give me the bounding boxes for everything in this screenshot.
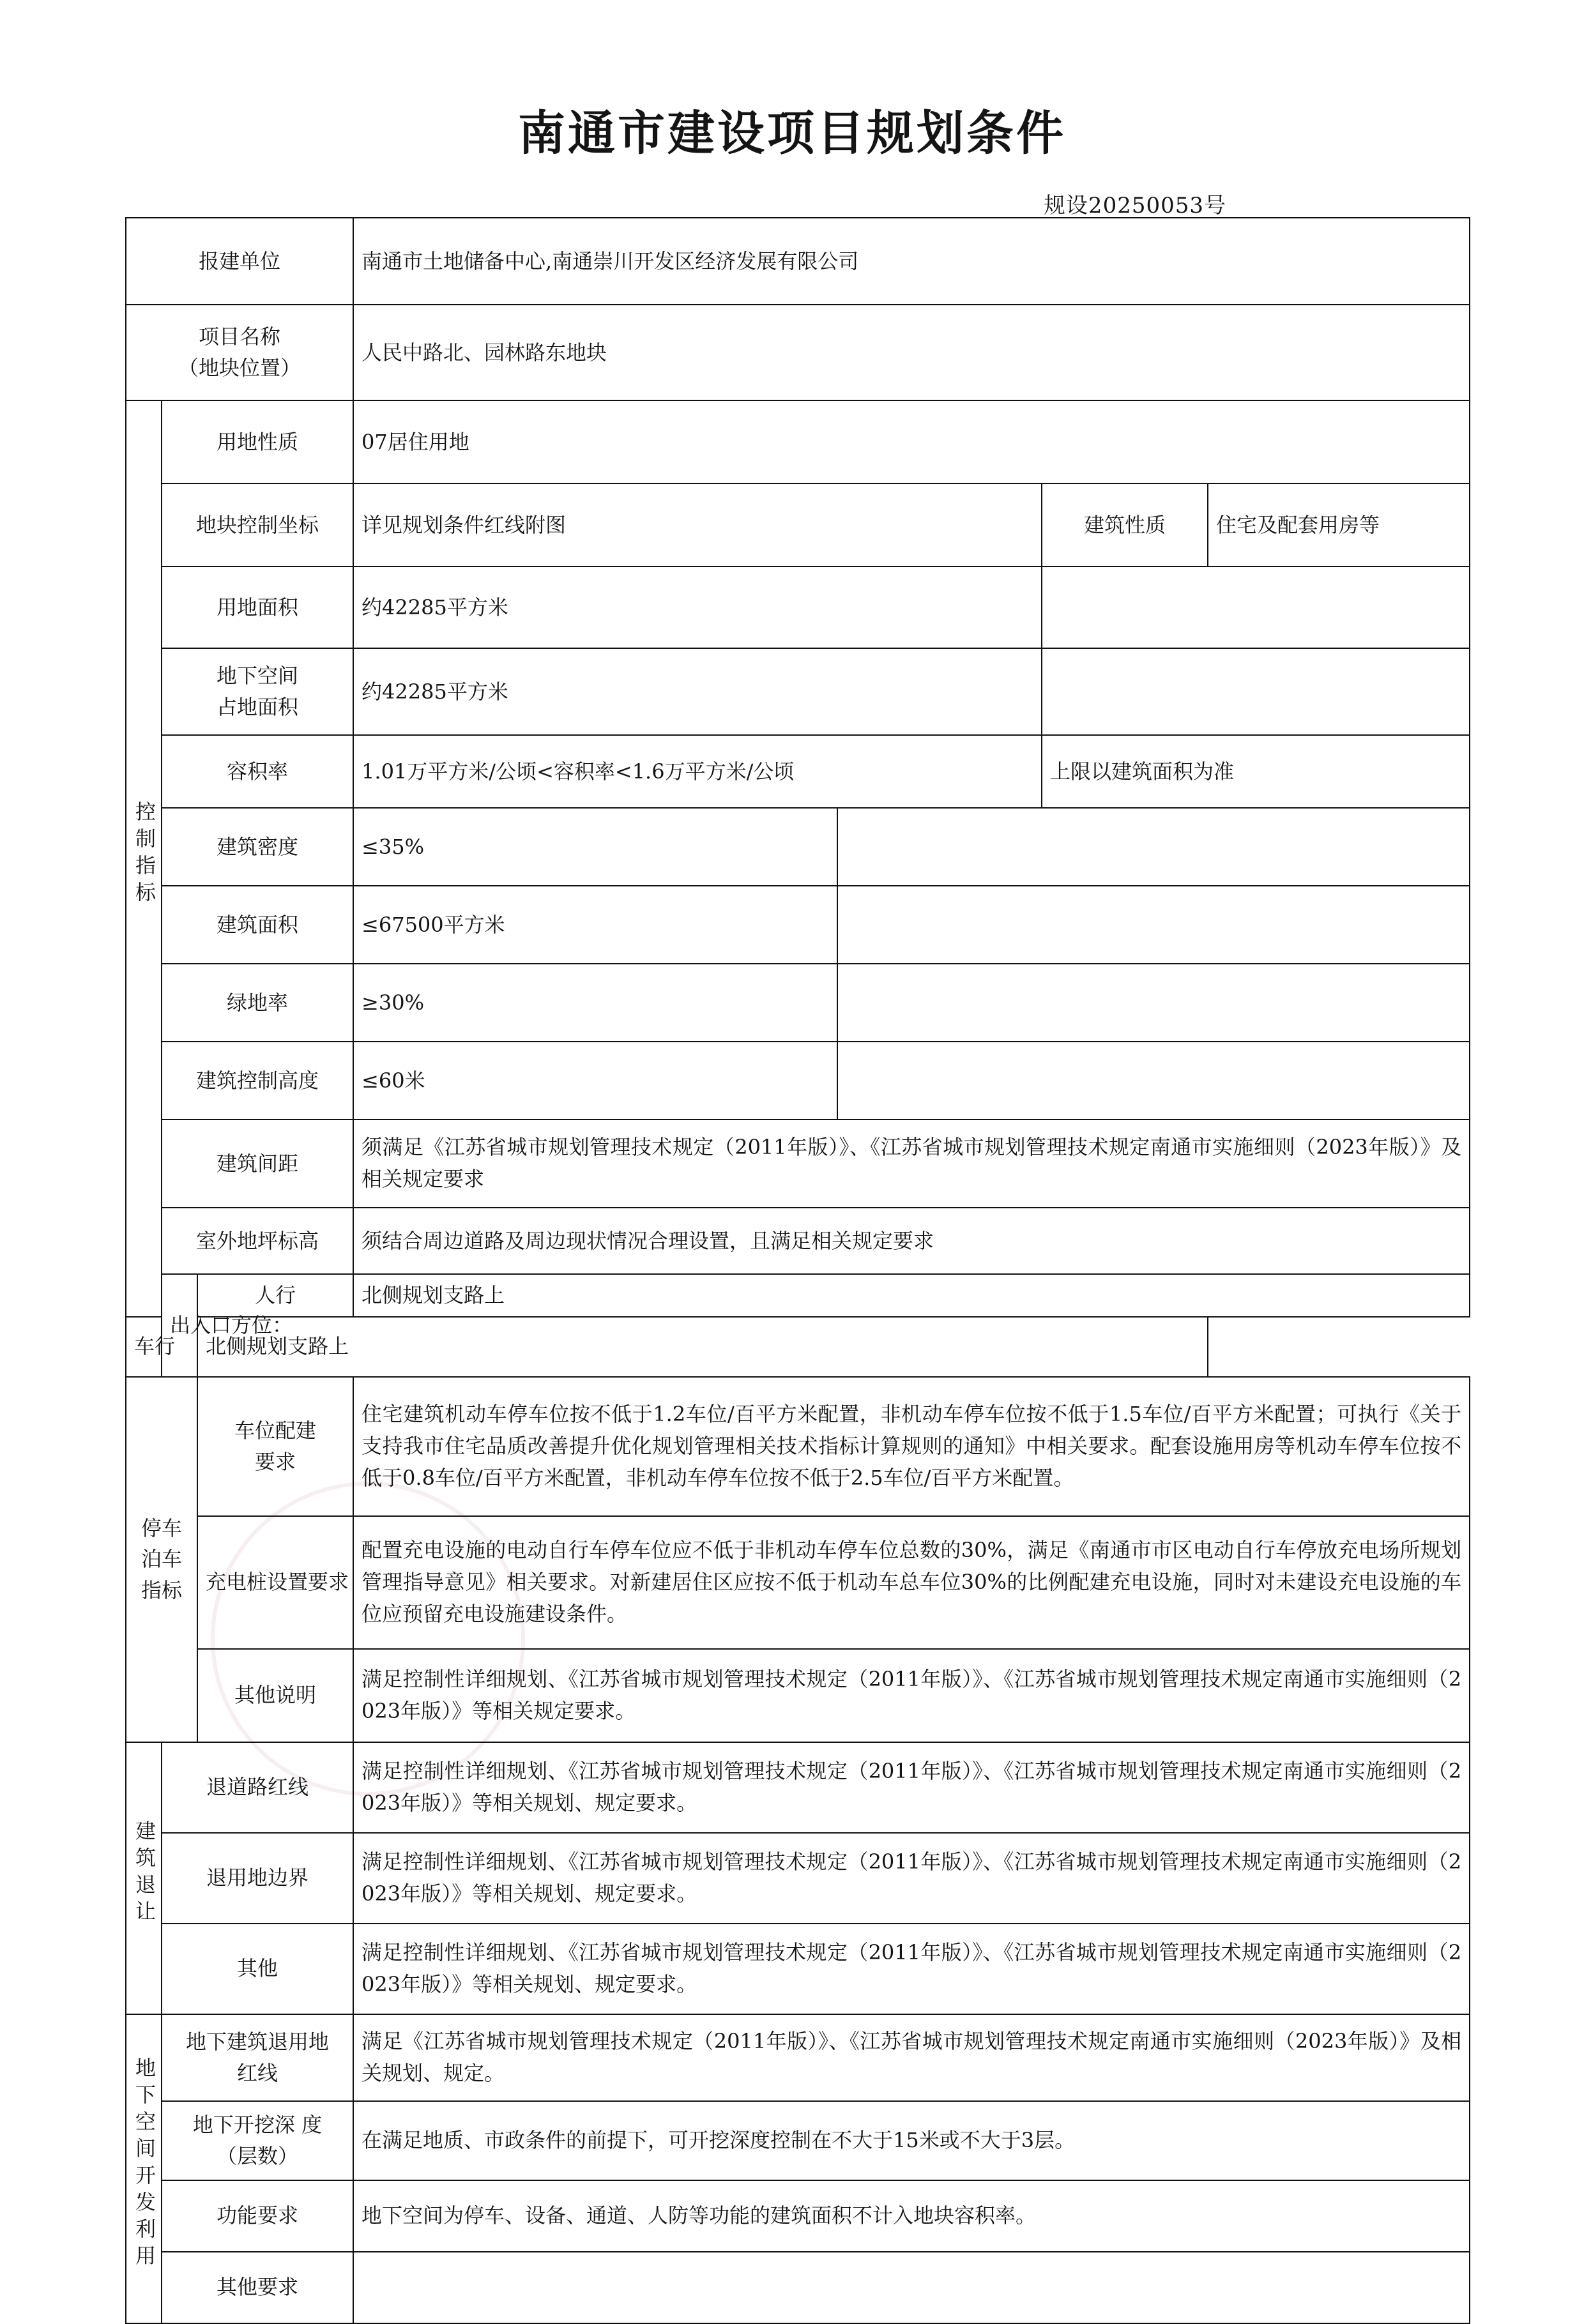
underground-other-label: 其他要求 bbox=[162, 2252, 353, 2323]
underground-other-value bbox=[353, 2252, 1470, 2323]
entrance-vehicle-value: 北侧规划支路上 bbox=[197, 1317, 1208, 1377]
land-use-value: 07居住用地 bbox=[353, 400, 1470, 483]
building-spacing-label: 建筑间距 bbox=[162, 1120, 353, 1208]
building-density-label: 建筑密度 bbox=[162, 808, 353, 886]
table-row bbox=[126, 1377, 1470, 1516]
underground-area-value: 约42285平方米 bbox=[353, 648, 1042, 735]
green-ratio-empty-cell bbox=[837, 964, 1470, 1042]
table-row bbox=[126, 1649, 1470, 1742]
parking-requirement-value bbox=[353, 1377, 1470, 1516]
table-row bbox=[126, 2180, 1470, 2252]
ground-level-value: 须结合周边道路及周边现状情况合理设置，且满足相关规定要求 bbox=[353, 1208, 1470, 1274]
table-row bbox=[126, 1208, 1470, 1274]
parking-requirement-label-line2: 要求 bbox=[255, 1449, 296, 1474]
setback-other-label: 其他 bbox=[162, 1924, 353, 2014]
building-spacing-text: 须满足《江苏省城市规划管理技术规定（2011年版）》、《江苏省城市规划管理技术规定南通市实施细则（2023年版）》及相关规定要求 bbox=[362, 1135, 1462, 1191]
underground-area-label-line1: 地下空间 bbox=[217, 664, 299, 688]
site-area-value: 约42285平方米 bbox=[353, 566, 1042, 648]
section-label-underground-development bbox=[126, 2014, 162, 2323]
underground-setback-label bbox=[162, 2014, 353, 2101]
setback-other-text: 满足控制性详细规划、《江苏省城市规划管理技术规定（2011年版）》、《江苏省城市规划管理技术规定南通市实施细则（2023年版）》等相关规划、规定要求。 bbox=[362, 1940, 1462, 1996]
underground-area-label-line2: 占地面积 bbox=[217, 695, 299, 719]
table-row bbox=[126, 1924, 1470, 2014]
entrance-vehicle-label: 车行 bbox=[126, 1317, 162, 1377]
table-row bbox=[126, 808, 1470, 886]
table-row bbox=[126, 1742, 1470, 1833]
setback-boundary-text: 满足控制性详细规划、《江苏省城市规划管理技术规定（2011年版）》、《江苏省城市规划管理技术规定南通市实施细则（2023年版）》等相关规划、规定要求。 bbox=[362, 1849, 1462, 1906]
entrance-pedestrian-label: 人行 bbox=[197, 1274, 353, 1317]
setback-boundary-label: 退用地边界 bbox=[162, 1833, 353, 1924]
table-row bbox=[126, 1516, 1470, 1649]
building-nature-value: 住宅及配套用房等 bbox=[1208, 483, 1470, 566]
page-title: 南通市建设项目规划条件 bbox=[518, 106, 1066, 161]
parking-other-text: 满足控制性详细规划、《江苏省城市规划管理技术规定（2011年版）》、《江苏省城市规划管理技术规定南通市实施细则（2023年版）》等相关规定要求。 bbox=[362, 1666, 1462, 1723]
parking-other-value bbox=[353, 1649, 1470, 1742]
underground-area-empty-cell bbox=[1042, 648, 1470, 735]
underground-area-label bbox=[162, 648, 353, 735]
project-name-label bbox=[126, 305, 353, 400]
table-row bbox=[126, 2014, 1470, 2101]
building-density-empty-cell bbox=[837, 808, 1470, 886]
applicant-value: 南通市土地储备中心,南通崇川开发区经济发展有限公司 bbox=[353, 218, 1470, 305]
underground-depth-label-line1: 地下开挖深 度 bbox=[192, 2113, 323, 2137]
site-area-empty-cell bbox=[1042, 566, 1470, 648]
underground-depth-label-line2: （层数） bbox=[217, 2143, 299, 2168]
far-value: 1.01万平方米/公顷<容积率<1.6万平方米/公顷 bbox=[353, 735, 1042, 808]
height-limit-label: 建筑控制高度 bbox=[162, 1042, 353, 1120]
underground-depth-value: 在满足地质、市政条件的前提下，可开挖深度控制在不大于15米或不大于3层。 bbox=[353, 2101, 1470, 2180]
land-use-label: 用地性质 bbox=[162, 400, 353, 483]
underground-function-value: 地下空间为停车、设备、通道、人防等功能的建筑面积不计入地块容积率。 bbox=[353, 2180, 1470, 2252]
document-number: 规设20250053号 bbox=[1043, 193, 1226, 218]
setback-road-value bbox=[353, 1742, 1470, 1833]
underground-setback-text: 满足《江苏省城市规划管理技术规定（2011年版）》、《江苏省城市规划管理技术规定南通市实施细则（2023年版）》及相关规划、规定。 bbox=[362, 2028, 1462, 2085]
table-row bbox=[126, 886, 1470, 964]
setback-other-value bbox=[353, 1924, 1470, 2014]
table-row bbox=[126, 1274, 1470, 1317]
section-label-underground-development-text: 地下空间开发利用 bbox=[132, 2056, 156, 2272]
setback-road-label: 退道路红线 bbox=[162, 1742, 353, 1833]
table-row bbox=[126, 483, 1470, 566]
far-note: 上限以建筑面积为准 bbox=[1042, 735, 1470, 808]
green-ratio-label: 绿地率 bbox=[162, 964, 353, 1042]
charging-pile-text: 配置充电设施的电动自行车停车位应不低于非机动车停车位总数的30%，满足《南通市市区电动自行车停放充电场所规划管理指导意见》相关要求。对新建居住区应按不低于机动车总车位30%的比例配建充电设施，同时对未建设充电设施的车位应预留充电设施建设条件。 bbox=[362, 1537, 1462, 1626]
parking-group-label: 停车泊车指标 bbox=[126, 1377, 197, 1742]
underground-depth-label bbox=[162, 2101, 353, 2180]
section-label-building-setback-text: 建筑退让 bbox=[132, 1819, 156, 1927]
floor-area-empty-cell bbox=[837, 886, 1470, 964]
far-label: 容积率 bbox=[162, 735, 353, 808]
table-row bbox=[126, 2252, 1470, 2323]
project-name-value: 人民中路北、园林路东地块 bbox=[353, 305, 1470, 400]
green-ratio-value: ≥30% bbox=[353, 964, 837, 1042]
coordinates-label: 地块控制坐标 bbox=[162, 483, 353, 566]
table-row bbox=[126, 1833, 1470, 1924]
floor-area-label: 建筑面积 bbox=[162, 886, 353, 964]
table-row bbox=[126, 400, 1470, 483]
underground-function-label: 功能要求 bbox=[162, 2180, 353, 2252]
table-row bbox=[126, 964, 1470, 1042]
height-limit-value: ≤60米 bbox=[353, 1042, 837, 1120]
planning-conditions-table-wrapper bbox=[125, 217, 1469, 2324]
ground-level-label: 室外地坪标高 bbox=[162, 1208, 353, 1274]
floor-area-value: ≤67500平方米 bbox=[353, 886, 837, 964]
section-label-control-index bbox=[126, 400, 162, 1317]
parking-requirement-label bbox=[197, 1377, 353, 1516]
table-row bbox=[126, 1317, 1470, 1377]
section-label-control-index-text: 控制指标 bbox=[132, 800, 156, 908]
applicant-label: 报建单位 bbox=[126, 218, 353, 305]
underground-setback-label-line1: 地下建筑退用地 bbox=[186, 2030, 330, 2054]
building-spacing-value bbox=[353, 1120, 1470, 1208]
entrance-pedestrian-value: 北侧规划支路上 bbox=[353, 1274, 1470, 1317]
parking-other-label: 其他说明 bbox=[197, 1649, 353, 1742]
table-row bbox=[126, 218, 1470, 305]
coordinates-value: 详见规划条件红线附图 bbox=[353, 483, 1042, 566]
table-row bbox=[126, 648, 1470, 735]
charging-pile-value bbox=[353, 1516, 1470, 1649]
building-density-value: ≤35% bbox=[353, 808, 837, 886]
section-label-building-setback bbox=[126, 1742, 162, 2014]
project-name-label-line2: （地块位置） bbox=[178, 356, 301, 380]
parking-requirement-text: 住宅建筑机动车停车位按不低于1.2车位/百平方米配置，非机动车停车位按不低于1.5车位/百平方米配置；可执行《关于支持我市住宅品质改善提升优化规划管理相关技术指标计算规则的通知》中相关要求。配套设施用房等机动车停车位按不低于0.8车位/百平方米配置，非机动车停车位按不低于2.5车位/百平方米配置。 bbox=[362, 1401, 1462, 1490]
height-limit-empty-cell bbox=[837, 1042, 1470, 1120]
table-row bbox=[126, 566, 1470, 648]
project-name-label-line1: 项目名称 bbox=[199, 324, 281, 349]
underground-setback-label-line2: 红线 bbox=[237, 2060, 278, 2085]
table-row bbox=[126, 2101, 1470, 2180]
charging-pile-label: 充电桩设置要求 bbox=[197, 1516, 353, 1649]
parking-requirement-label-line1: 车位配建 bbox=[234, 1418, 317, 1443]
table-row bbox=[126, 305, 1470, 400]
underground-setback-value bbox=[353, 2014, 1470, 2101]
entrance-orientation-label: 出入口方位： bbox=[162, 1274, 197, 1377]
building-nature-label: 建筑性质 bbox=[1042, 483, 1208, 566]
planning-conditions-table bbox=[125, 217, 1470, 2324]
table-row bbox=[126, 1042, 1470, 1120]
table-row bbox=[126, 1120, 1470, 1208]
setback-boundary-value bbox=[353, 1833, 1470, 1924]
table-row bbox=[126, 735, 1470, 808]
site-area-label: 用地面积 bbox=[162, 566, 353, 648]
setback-road-text: 满足控制性详细规划、《江苏省城市规划管理技术规定（2011年版）》、《江苏省城市规划管理技术规定南通市实施细则（2023年版）》等相关规划、规定要求。 bbox=[362, 1758, 1462, 1815]
